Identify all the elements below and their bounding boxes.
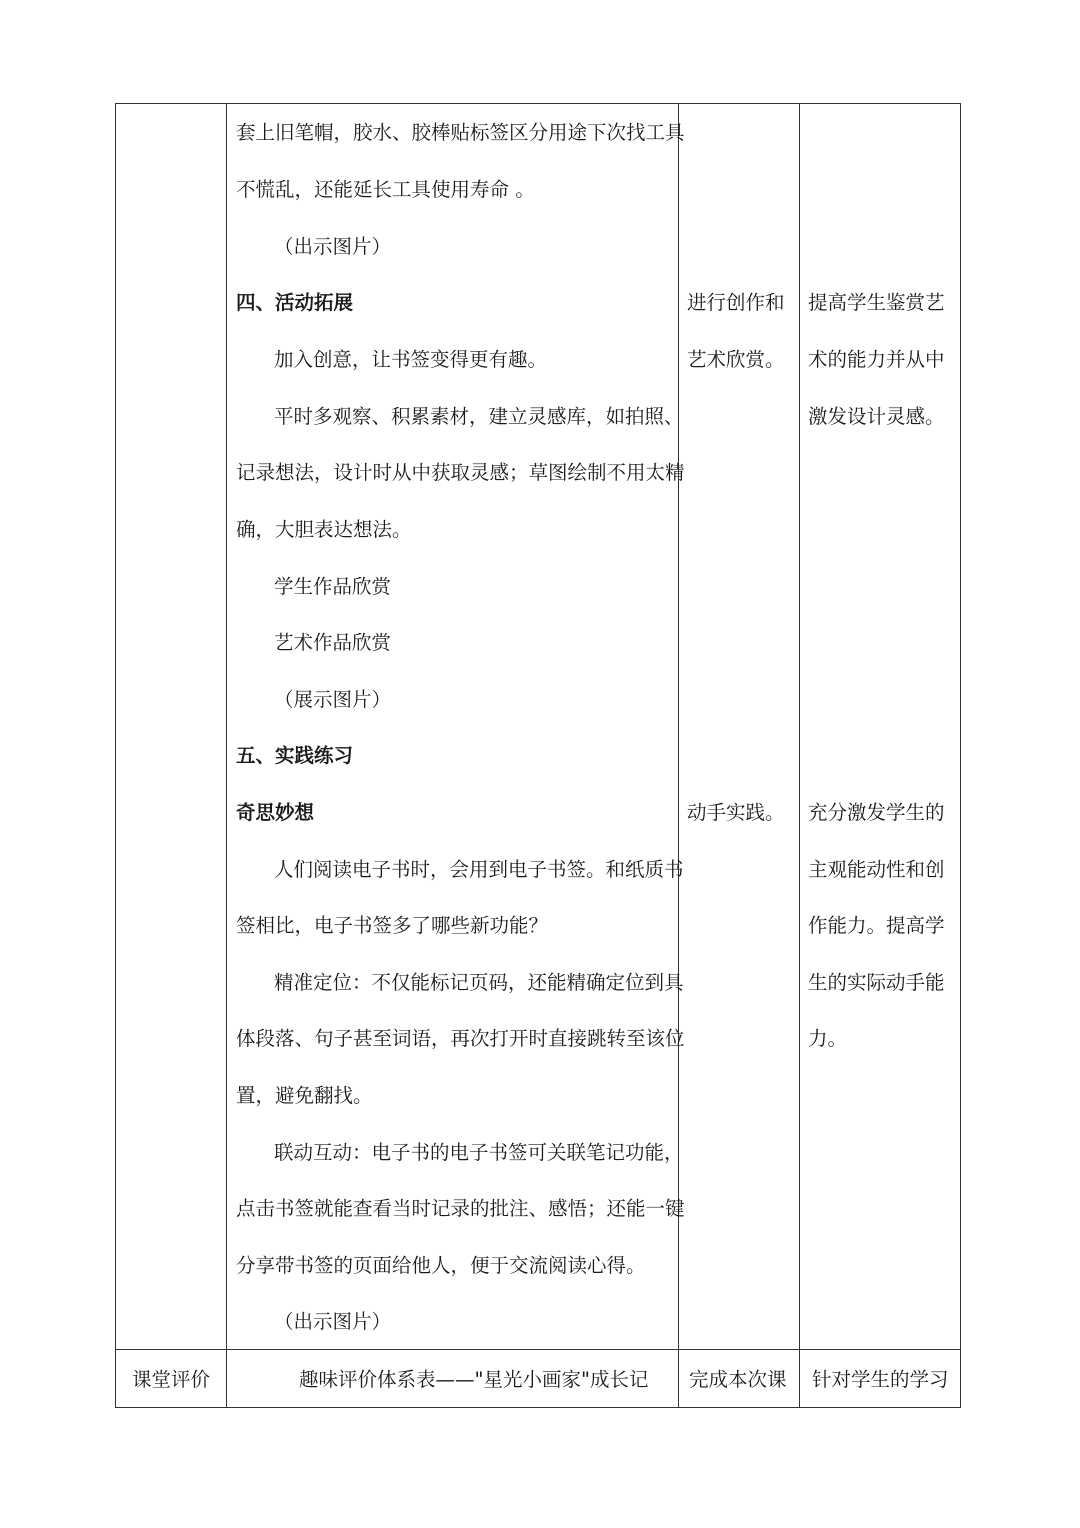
content-text: 精准定位：不仅能标记页码，还能精确定位到具 xyxy=(274,971,684,994)
student-activity-text: 进行创作和 xyxy=(687,291,785,314)
content-text: 加入创意，让书签变得更有趣。 xyxy=(274,348,548,371)
section-heading: 四、活动拓展 xyxy=(236,291,354,314)
column-border-left xyxy=(115,103,116,1408)
design-intent-text: 生的实际动手能 xyxy=(808,971,945,994)
subsection-heading: 奇思妙想 xyxy=(236,801,315,824)
content-text: 联动互动：电子书的电子书签可关联笔记功能， xyxy=(274,1141,684,1164)
content-text: 点击书签就能查看当时记录的批注、感悟；还能一键 xyxy=(236,1197,685,1220)
content-text: 分享带书签的页面给他人，便于交流阅读心得。 xyxy=(236,1254,646,1277)
design-intent-text: 作能力。提高学 xyxy=(808,914,945,937)
evaluation-activity: 完成本次课 xyxy=(689,1368,787,1391)
student-activity-text: 动手实践。 xyxy=(687,801,785,824)
design-intent-text: 主观能动性和创 xyxy=(808,858,945,881)
design-intent-text: 力。 xyxy=(808,1027,848,1050)
content-text: 确，大胆表达想法。 xyxy=(236,518,412,541)
table-top-border xyxy=(115,103,961,104)
design-intent-text: 术的能力并从中 xyxy=(808,348,945,371)
design-intent-text: 提高学生鉴赏艺 xyxy=(808,291,945,314)
image-note: （出示图片） xyxy=(274,235,392,258)
image-note: （展示图片） xyxy=(274,688,392,711)
content-text: 记录想法，设计时从中获取灵感；草图绘制不用太精 xyxy=(236,461,685,484)
evaluation-content: 趣味评价体系表——"星光小画家"成长记 xyxy=(299,1368,649,1391)
design-intent-text: 激发设计灵感。 xyxy=(808,405,945,428)
column-border-right xyxy=(960,103,961,1408)
design-intent-text: 充分激发学生的 xyxy=(808,801,945,824)
evaluation-intent: 针对学生的学习 xyxy=(812,1368,949,1391)
lesson-plan-table xyxy=(115,103,961,1408)
column-divider-1 xyxy=(226,103,227,1408)
section-heading: 五、实践练习 xyxy=(236,744,354,767)
evaluation-label: 课堂评价 xyxy=(132,1368,211,1391)
student-activity-text: 艺术欣赏。 xyxy=(687,348,785,371)
content-text: 签相比，电子书签多了哪些新功能？ xyxy=(236,914,549,937)
column-divider-3 xyxy=(799,103,800,1408)
content-text: 平时多观察、积累素材，建立灵感库，如拍照、 xyxy=(274,405,684,428)
image-note: （出示图片） xyxy=(274,1310,392,1333)
content-text: 不慌乱，还能延长工具使用寿命 。 xyxy=(236,178,535,201)
table-bottom-border xyxy=(115,1407,961,1408)
content-text: 艺术作品欣赏 xyxy=(274,631,392,654)
content-text: 体段落、句子甚至词语，再次打开时直接跳转至该位 xyxy=(236,1027,685,1050)
row-divider xyxy=(115,1349,961,1350)
content-text: 置，避免翻找。 xyxy=(236,1084,373,1107)
content-text: 套上旧笔帽，胶水、胶棒贴标签区分用途下次找工具 xyxy=(236,121,685,144)
content-text: 学生作品欣赏 xyxy=(274,575,392,598)
content-text: 人们阅读电子书时，会用到电子书签。和纸质书 xyxy=(274,858,684,881)
